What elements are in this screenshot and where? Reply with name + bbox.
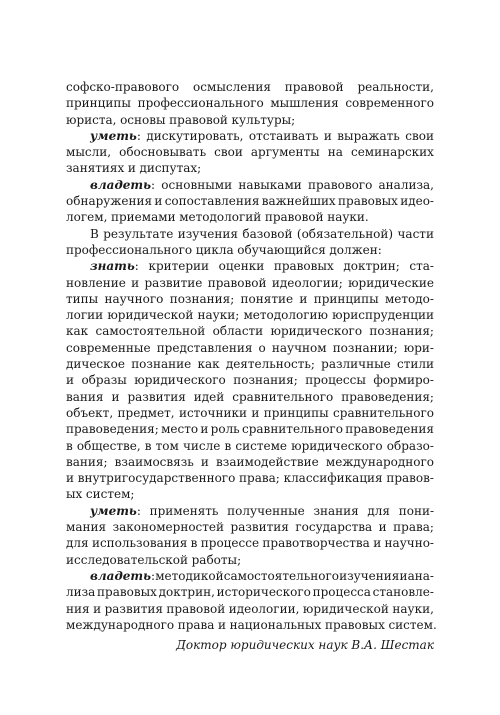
word: занятиях xyxy=(66,161,125,176)
text-line xyxy=(66,421,434,437)
word: доктрин; xyxy=(343,259,400,274)
word: систем. xyxy=(388,617,437,632)
word: исследовательской xyxy=(66,552,189,567)
word: идеологии, xyxy=(228,601,300,616)
word: дискутировать, xyxy=(146,128,244,143)
word-group xyxy=(90,177,155,193)
word: доктрин, xyxy=(158,585,215,600)
word: правовых xyxy=(324,617,385,632)
word: важнейших xyxy=(261,194,336,209)
word: софско-правового xyxy=(66,80,180,94)
word: права; xyxy=(393,520,434,535)
word: принципы xyxy=(263,405,329,420)
word: самостоятельной xyxy=(95,324,206,339)
text-line xyxy=(66,552,434,568)
text-line xyxy=(66,144,434,160)
text-line xyxy=(66,601,434,617)
word: и xyxy=(66,373,74,388)
word: мышления xyxy=(270,96,339,111)
word: образы xyxy=(81,373,127,388)
word: правотворчества xyxy=(262,536,370,551)
word: юридической xyxy=(107,308,194,323)
word: и xyxy=(127,161,136,176)
word: и xyxy=(200,422,209,437)
word: должен: xyxy=(329,242,382,257)
word: полученные xyxy=(227,503,305,518)
word-group xyxy=(90,503,141,519)
signature-line xyxy=(66,637,434,653)
word: развития xyxy=(127,389,186,404)
word: лиза xyxy=(66,585,96,600)
text-line xyxy=(66,503,434,519)
word: роль xyxy=(210,422,240,437)
word: предмет, xyxy=(117,405,175,420)
paragraph xyxy=(66,226,434,259)
word: методикой xyxy=(155,568,224,583)
text-line xyxy=(66,486,434,502)
word: правовых xyxy=(273,259,334,274)
word: познания; xyxy=(369,324,434,339)
word: развития xyxy=(104,601,163,616)
word: мысли, xyxy=(66,145,112,160)
word: работы; xyxy=(191,552,242,567)
word: свои xyxy=(405,128,434,143)
word: идей xyxy=(193,389,225,404)
word: стили xyxy=(396,357,434,372)
word: международного xyxy=(325,454,434,469)
word: научного xyxy=(104,291,164,306)
word: юридические xyxy=(348,275,434,290)
document-page xyxy=(66,79,437,653)
emphasis-word: владеть xyxy=(90,568,152,583)
word: В xyxy=(90,226,99,241)
word: источники xyxy=(178,405,247,420)
word: и xyxy=(373,536,382,551)
text-line xyxy=(66,209,434,225)
word: и xyxy=(218,617,227,632)
word: юридического xyxy=(134,373,226,388)
word: сравнительного xyxy=(232,389,334,404)
word: ых xyxy=(66,487,83,502)
word: познания; xyxy=(169,291,235,306)
word: правовых xyxy=(338,194,398,209)
word: познание xyxy=(131,357,192,372)
word: развития xyxy=(230,520,289,535)
text-line xyxy=(66,193,434,209)
word: правов- xyxy=(386,471,434,486)
word: развитие xyxy=(144,275,203,290)
word: на xyxy=(327,145,343,160)
word: : xyxy=(136,503,141,518)
word: сопоставления xyxy=(164,194,260,209)
word: отстаивать xyxy=(248,128,319,143)
word: диспутах; xyxy=(139,161,202,176)
word: представления xyxy=(156,340,253,355)
word: принципы xyxy=(66,96,131,111)
word: выражать xyxy=(337,128,400,143)
text-line xyxy=(66,226,434,242)
word: исторического xyxy=(216,585,311,600)
word: понятие xyxy=(240,291,294,306)
text-line xyxy=(66,389,434,405)
word: формиро- xyxy=(373,373,434,388)
word-group xyxy=(90,258,139,274)
paragraph xyxy=(66,128,434,177)
word: правоведения; xyxy=(66,422,159,437)
word: права; xyxy=(239,471,280,486)
word: сравнительного xyxy=(242,422,343,437)
text-line xyxy=(66,291,434,307)
word: становле- xyxy=(372,585,434,600)
word: логем, xyxy=(66,210,108,225)
word: в xyxy=(224,438,232,453)
word: навыками xyxy=(238,177,302,192)
word: обнаружения xyxy=(66,194,153,209)
word: научном xyxy=(271,340,327,355)
text-line xyxy=(66,307,434,323)
word: сравнительного xyxy=(333,405,434,420)
text-line xyxy=(66,519,434,535)
word: права xyxy=(177,617,215,632)
word: и xyxy=(111,389,120,404)
word: современного xyxy=(345,96,434,111)
word: закономерностей xyxy=(112,520,225,535)
word: основными xyxy=(161,177,233,192)
text-line xyxy=(66,438,434,454)
word: самостоятельного xyxy=(223,568,339,583)
word: юридического xyxy=(270,324,363,339)
paragraph xyxy=(66,79,434,128)
word: для xyxy=(66,536,89,551)
word: и xyxy=(66,471,74,486)
text-line xyxy=(66,356,434,372)
word: деятельность; xyxy=(225,357,315,372)
word: том xyxy=(155,438,179,453)
word: и xyxy=(299,291,308,306)
word: правовой xyxy=(284,80,344,94)
word: приемами xyxy=(110,210,176,225)
word: оценки xyxy=(218,259,265,274)
text-line xyxy=(66,258,434,274)
word: познании; xyxy=(332,340,398,355)
word: анализа, xyxy=(378,177,434,192)
word: классификация xyxy=(283,471,383,486)
text-line xyxy=(66,323,434,339)
word: в xyxy=(66,438,73,453)
word: обосновывать xyxy=(119,145,207,160)
author-signature: Доктор юридических наук В.А. Шестак xyxy=(176,638,434,653)
word: знания xyxy=(313,503,359,518)
word: : xyxy=(151,177,156,192)
word: изучения xyxy=(339,568,400,583)
word: методо- xyxy=(384,291,434,306)
word: критерии xyxy=(148,259,210,274)
text-line xyxy=(66,340,434,356)
word: правового xyxy=(308,177,373,192)
word: применять xyxy=(149,503,219,518)
word: аргументы xyxy=(250,145,320,160)
text-line xyxy=(66,177,434,193)
word: юриста, xyxy=(66,112,117,127)
word: системе xyxy=(235,438,288,453)
word: дическое xyxy=(66,357,125,372)
word: и xyxy=(378,520,387,535)
word: процессе xyxy=(200,536,260,551)
word: свои xyxy=(214,145,243,160)
word: как xyxy=(66,324,89,339)
word: познания; xyxy=(233,373,298,388)
text-line xyxy=(66,242,434,258)
word-group xyxy=(90,568,155,584)
text-line xyxy=(66,128,434,144)
word: как xyxy=(197,357,220,372)
word: вания xyxy=(66,389,104,404)
word: (обязательной) xyxy=(296,226,394,241)
word: науки. xyxy=(327,210,369,225)
emphasis-word: знать xyxy=(90,259,135,274)
text-line xyxy=(66,454,434,470)
text-line xyxy=(66,535,434,551)
word: различные xyxy=(321,357,391,372)
word: и xyxy=(323,128,332,143)
word: современные xyxy=(66,340,151,355)
word: принципы xyxy=(313,291,379,306)
text-line xyxy=(66,275,434,291)
word: объект, xyxy=(66,405,114,420)
word: профессионального xyxy=(137,96,264,111)
word: юридической xyxy=(302,601,389,616)
word: систем; xyxy=(85,487,135,502)
word: научно- xyxy=(384,536,434,551)
paragraph xyxy=(66,258,434,502)
word: правовых xyxy=(97,585,157,600)
word: процесса xyxy=(312,585,371,600)
word: внутригосударственного xyxy=(77,471,236,486)
word: ния xyxy=(66,601,90,616)
paragraph xyxy=(66,568,437,633)
text-line xyxy=(66,405,434,421)
word: обществе, xyxy=(76,438,141,453)
text-line xyxy=(66,112,434,128)
word: результате xyxy=(103,226,174,241)
word: профессионального xyxy=(66,242,193,257)
word: и xyxy=(154,194,163,209)
word: государства xyxy=(295,520,373,535)
word: логии xyxy=(66,308,104,323)
word: идео- xyxy=(400,194,434,209)
word: новление xyxy=(66,275,126,290)
word: числе xyxy=(182,438,221,453)
word: юриспруденции xyxy=(332,308,434,323)
word: осмысления xyxy=(193,80,271,94)
word: : xyxy=(134,259,139,274)
word: о xyxy=(258,340,266,355)
paragraph xyxy=(66,503,434,568)
word: обучающийся xyxy=(237,242,326,257)
text-line xyxy=(66,568,434,584)
word: юри- xyxy=(403,340,434,355)
word: цикла xyxy=(195,242,234,257)
word: процессы xyxy=(305,373,366,388)
word: типы xyxy=(66,291,99,306)
word: правовой xyxy=(166,601,226,616)
word: : xyxy=(151,568,156,583)
word: мания xyxy=(66,520,107,535)
word: области xyxy=(212,324,264,339)
paragraph xyxy=(66,177,434,226)
word: международного xyxy=(66,617,175,632)
word: правоведения xyxy=(345,422,434,437)
word: ана- xyxy=(407,568,434,583)
word: место xyxy=(161,422,199,437)
word: пони- xyxy=(398,503,434,518)
word: части xyxy=(397,226,434,241)
emphasis-word: уметь xyxy=(90,128,137,143)
word: в xyxy=(144,438,152,453)
word: взаимосвязь xyxy=(114,454,194,469)
word: методологию xyxy=(243,308,328,323)
word: и xyxy=(131,275,140,290)
word: и xyxy=(251,405,260,420)
word: базовой xyxy=(242,226,293,241)
word: методологий xyxy=(179,210,262,225)
word: и xyxy=(399,568,408,583)
word: реальности, xyxy=(357,80,434,94)
word: ста- xyxy=(409,259,434,274)
word: взаимодействие xyxy=(216,454,319,469)
word: юридического xyxy=(291,438,383,453)
word: семинарских xyxy=(350,145,434,160)
word: правовой xyxy=(169,112,228,127)
text-line xyxy=(66,470,434,486)
text-line xyxy=(66,160,434,176)
word-group xyxy=(90,128,141,144)
word: : xyxy=(136,128,141,143)
word: науки; xyxy=(197,308,240,323)
word: вания; xyxy=(66,454,108,469)
text-line xyxy=(66,95,434,111)
word: правоведения; xyxy=(341,389,434,404)
word: национальных xyxy=(229,617,322,632)
word: и xyxy=(200,454,209,469)
text-line xyxy=(66,372,434,388)
text-line xyxy=(66,584,434,600)
word: основы xyxy=(120,112,166,127)
word: в xyxy=(190,536,198,551)
word: правовой xyxy=(207,275,267,290)
word: изучения xyxy=(177,226,238,241)
text-line xyxy=(66,617,437,633)
word: культуры; xyxy=(231,112,296,127)
text-line xyxy=(66,79,434,95)
word: для xyxy=(367,503,391,518)
word: и xyxy=(93,601,102,616)
word: науки, xyxy=(392,601,434,616)
emphasis-word: владеть xyxy=(90,177,152,192)
word: правовой xyxy=(264,210,324,225)
word: образо- xyxy=(386,438,434,453)
word: идеологии; xyxy=(271,275,343,290)
emphasis-word: уметь xyxy=(90,503,137,518)
word: использования xyxy=(91,536,188,551)
